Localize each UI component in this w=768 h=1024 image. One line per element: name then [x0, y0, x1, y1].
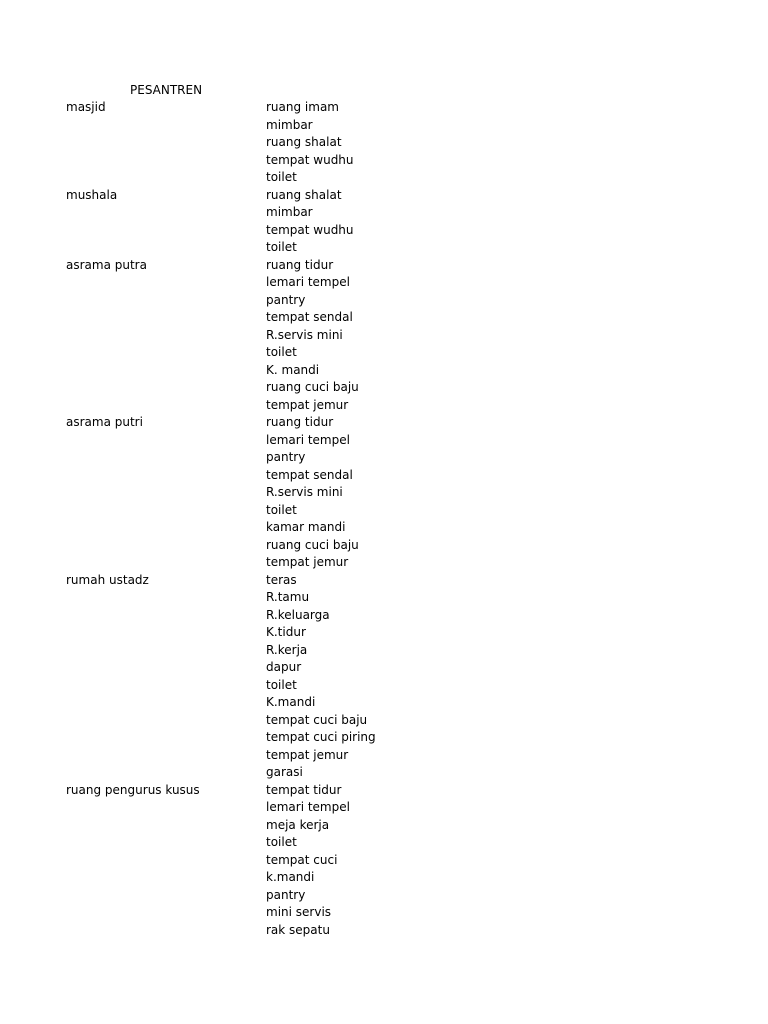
list-row: [0, 659, 768, 677]
list-row: [0, 537, 768, 555]
room-item: K.mandi: [266, 695, 316, 709]
room-item: R.servis mini: [266, 485, 343, 499]
category-label: ruang pengurus kusus: [66, 782, 200, 797]
list-row: [0, 607, 768, 625]
page-title: PESANTREN: [130, 83, 203, 97]
list-row: [0, 309, 768, 327]
room-item: tempat tidur: [266, 782, 342, 797]
list-row: [0, 414, 768, 432]
list-row: [0, 502, 768, 520]
room-item: R.tamu: [266, 590, 310, 604]
list-row: [0, 922, 768, 940]
room-item: toilet: [266, 170, 297, 184]
room-item: mimbar: [266, 117, 313, 132]
room-item: dapur: [266, 660, 302, 674]
room-item: toilet: [266, 677, 297, 692]
room-item: ruang shalat: [266, 135, 342, 149]
list-row: [0, 204, 768, 222]
list-row: [0, 572, 768, 590]
list-row: [0, 729, 768, 747]
category-label: rumah ustadz: [66, 572, 149, 587]
list-row: [0, 747, 768, 765]
list-row: [0, 519, 768, 537]
room-item: tempat cuci baju: [266, 712, 368, 727]
room-item: tempat cuci piring: [266, 730, 376, 744]
list-row: [0, 484, 768, 502]
room-item: tempat sendal: [266, 467, 353, 482]
list-row: [0, 222, 768, 240]
room-item: mini servis: [266, 905, 332, 919]
room-item: pantry: [266, 292, 306, 307]
room-item: toilet: [266, 835, 297, 849]
room-item: ruang imam: [266, 100, 339, 114]
category-label: mushala: [66, 187, 118, 202]
room-item: tempat jemur: [266, 397, 349, 412]
list-row: [0, 869, 768, 887]
list-row: [0, 642, 768, 660]
list-row: [0, 362, 768, 380]
list-row: [0, 134, 768, 152]
list-row: [0, 117, 768, 135]
list-row: [0, 397, 768, 415]
list-row: [0, 799, 768, 817]
list-row: [0, 169, 768, 187]
room-item: garasi: [266, 765, 303, 779]
list-row: [0, 274, 768, 292]
room-item: teras: [266, 572, 297, 587]
room-item: tempat wudhu: [266, 152, 354, 167]
room-item: tempat jemur: [266, 747, 349, 762]
room-item: lemari tempel: [266, 275, 350, 289]
list-row: [0, 152, 768, 170]
room-item: pantry: [266, 887, 306, 902]
room-item: tempat wudhu: [266, 222, 354, 237]
room-item: pantry: [266, 450, 306, 464]
list-row: [0, 467, 768, 485]
list-row: [0, 554, 768, 572]
list-row: [0, 257, 768, 275]
room-item: toilet: [266, 502, 297, 517]
room-item: K. mandi: [266, 362, 320, 377]
list-row: [0, 694, 768, 712]
list-row: [0, 292, 768, 310]
room-item: R.keluarga: [266, 607, 330, 622]
room-item: k.mandi: [266, 870, 315, 884]
room-item: ruang cuci baju: [266, 537, 359, 552]
list-row: [0, 852, 768, 870]
list-row: [0, 379, 768, 397]
room-item: mimbar: [266, 205, 313, 219]
list-row: [0, 624, 768, 642]
room-item: ruang tidur: [266, 415, 334, 429]
list-row: [0, 782, 768, 800]
list-row: [0, 449, 768, 467]
room-item: lemari tempel: [266, 800, 350, 814]
room-item: R.kerja: [266, 642, 308, 657]
room-item: lemari tempel: [266, 432, 350, 447]
room-item: toilet: [266, 345, 297, 359]
list-row: [0, 432, 768, 450]
room-item: ruang cuci baju: [266, 380, 359, 394]
room-item: ruang tidur: [266, 257, 334, 272]
room-item: tempat cuci: [266, 852, 338, 867]
list-row: [0, 764, 768, 782]
room-item: meja kerja: [266, 817, 330, 832]
room-item: ruang shalat: [266, 187, 342, 202]
facility-list: [0, 99, 768, 939]
category-label: asrama putri: [66, 415, 143, 429]
list-row: [0, 887, 768, 905]
list-row: [0, 239, 768, 257]
room-item: rak sepatu: [266, 922, 330, 937]
list-row: [0, 834, 768, 852]
room-item: toilet: [266, 240, 297, 254]
list-row: [0, 817, 768, 835]
room-item: K.tidur: [266, 625, 306, 639]
list-row: [0, 187, 768, 205]
list-row: [0, 99, 768, 117]
room-item: R.servis mini: [266, 327, 343, 342]
category-label: masjid: [66, 100, 106, 114]
list-row: [0, 344, 768, 362]
room-item: tempat jemur: [266, 555, 349, 569]
list-row: [0, 677, 768, 695]
room-item: tempat sendal: [266, 310, 353, 324]
list-row: [0, 327, 768, 345]
category-label: asrama putra: [66, 257, 147, 272]
room-item: kamar mandi: [266, 520, 346, 534]
list-row: [0, 589, 768, 607]
list-row: [0, 712, 768, 730]
list-row: [0, 904, 768, 922]
